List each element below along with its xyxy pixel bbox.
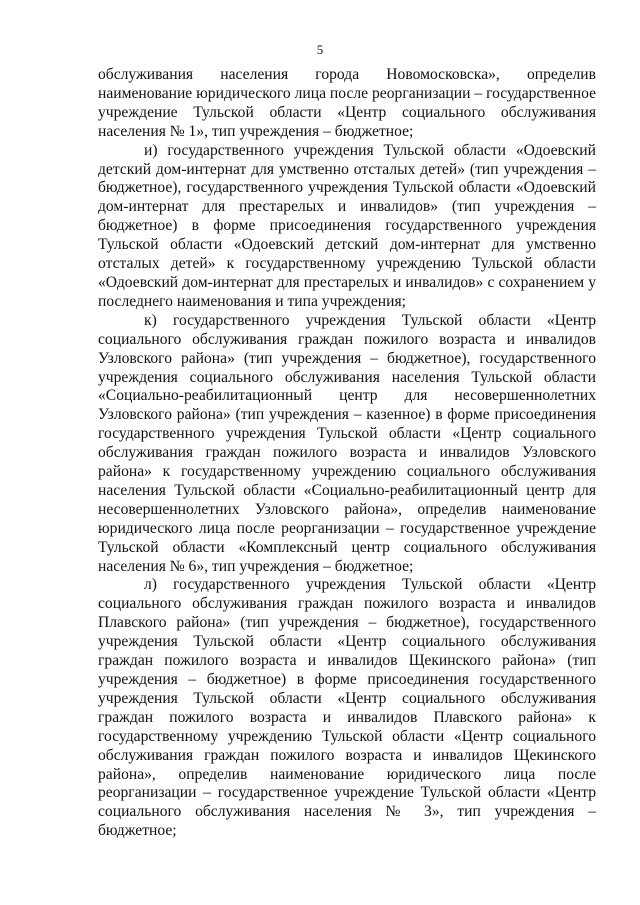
paragraph-item-i: и) государственного учреждения Тульской области «Одоевский детский дом-интернат для умственно отсталых детей» (тип учреждения – бюджетное), государственного учреждения Тульской области «Одоевский дом-интернат для престарелых и инвалидов» (тип учреждения – бюджетное) в форме присоединения государственного учреждения Тульской области «Одоевский детский дом-интернат для умственно отсталых детей» к государственному учреждению Тульской области «Одоевский дом-интернат для престарелых и инвалидов» с сохранением у последнего наименования и типа учреждения; [98, 141, 596, 310]
paragraph-continuation: обслуживания населения города Новомосковска», определив наименование юридического лица после реорганизации – государственное учреждение Тульской области «Центр социального обслуживания населения № 1», тип учреждения – бюджетное; [98, 66, 596, 140]
paragraph-item-k: к) государственного учреждения Тульской области «Центр социального обслуживания граждан пожилого возраста и инвалидов Узловского района» (тип учреждения – бюджетное), государственного учреждения социального обслуживания населения Тульской области «Социально-реабилитационный центр для несовершеннолетних Узловского района» (тип учреждения – казенное) в форме присоединения государственного учреждения Тульской области «Центр социального обслуживания граждан пожилого возраста и инвалидов Узловского района» к государственному учреждению социального обслуживания населения Тульской области «Социально-реабилитационный центр для несовершеннолетних Узловского района», определив наименование юридического лица после реорганизации – государственное учреждение Тульской области «Комплексный центр социального обслуживания населения № 6», тип учреждения – бюджетное; [98, 311, 596, 575]
paragraph-item-l: л) государственного учреждения Тульской области «Центр социального обслуживания граждан пожилого возраста и инвалидов Плавского района» (тип учреждения – бюджетное), государственного учреждения Тульской области «Центр социального обслуживания граждан пожилого возраста и инвалидов Щекинского района» (тип учреждения – бюджетное) в форме присоединения государственного учреждения Тульской области «Центр социального обслуживания граждан пожилого возраста и инвалидов Плавского района» к государственному учреждению Тульской области «Центр социального обслуживания граждан пожилого возраста и инвалидов Щекинского района», определив наименование юридического лица после реорганизации – государственное учреждение Тульской области «Центр социального обслуживания населения № 3», тип учреждения – бюджетное; [98, 576, 596, 840]
page-number: 5 [316, 42, 324, 57]
document-body [98, 66, 596, 841]
